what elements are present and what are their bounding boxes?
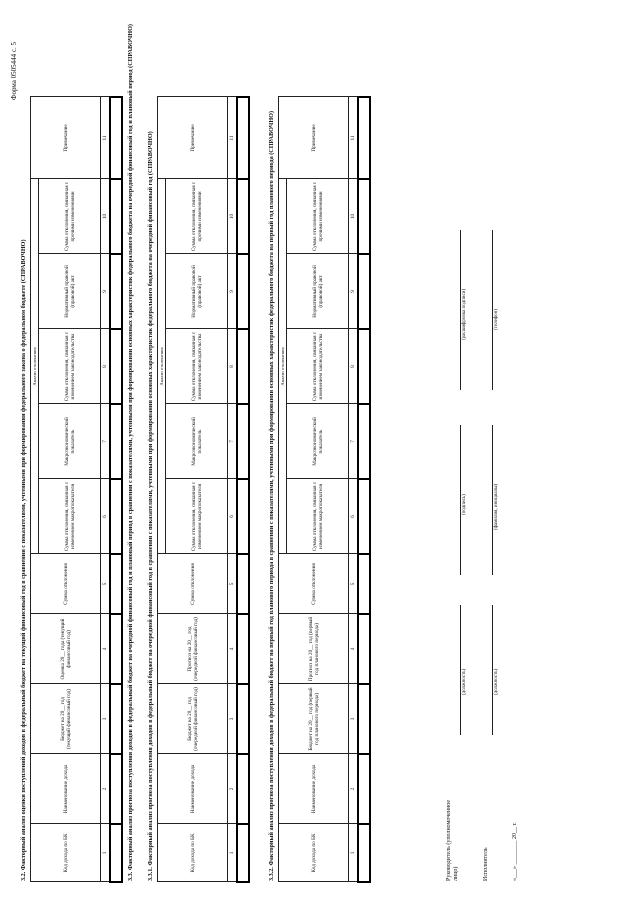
header-other-dev: Сумма отклонения, связанная с прочими изменениями	[287, 179, 349, 254]
head-label: Руководитель (уполномоченное лицо)	[446, 799, 459, 881]
table-3-2	[30, 96, 123, 883]
executor-phone-caption: (телефон)	[494, 309, 499, 330]
head-signature-caption: (подпись)	[462, 494, 467, 515]
header-budget: Бюджет на 20__ год (первый год планового периода)	[279, 684, 349, 754]
section-3-2-title: 3.2. Факторный анализ оценки поступлений доходов в федеральный бюджет на текущий финансовый год в сравнении с показателями, учтенными при формировании федерального закона о федеральном бюджете (СПРАВОЧНО)	[20, 239, 27, 881]
section-3-3-title: 3.3. Факторный анализ прогноза поступления доходов в федеральный бюджет на очередной финансовый год и плановый период в сравнении с показателями, учтенными при формировании основных характеристик федерального бюджета на очередной финансовый год и плановый период (СПРАВОЧНО)	[127, 24, 134, 881]
header-law-dev: Сумма отклонения, связанная с изменением законодательства	[166, 329, 228, 404]
header-analysis: Анализ отклонения	[279, 179, 287, 554]
column-numbers-row: 1 2 3 4 5 6 7 8 9 10 11	[349, 97, 358, 882]
header-macro-dev: Сумма отклонения, связанная с изменением макропоказателя	[287, 479, 349, 554]
header-code: Код дохода по БК	[31, 824, 101, 882]
executor-fio-caption: (фамилия, инициалы)	[494, 483, 499, 530]
header-note: Примечание	[31, 97, 101, 179]
header-law-dev: Сумма отклонения, связанная с изменением законодательства	[39, 329, 101, 404]
executor-label: Исполнитель	[483, 847, 489, 881]
head-position-caption: (должность)	[462, 668, 467, 695]
head-position-line[interactable]	[460, 605, 461, 735]
header-forecast: Прогноз на 20__ год (очередной финансовый год)	[158, 614, 228, 684]
header-macro: Макроэкономический показатель	[166, 404, 228, 479]
header-other-dev: Сумма отклонения, связанная с прочими изменениями	[166, 179, 228, 254]
header-note: Примечание	[158, 97, 228, 179]
header-analysis: Анализ отклонения	[158, 179, 166, 554]
executor-fio-line[interactable]	[492, 425, 493, 575]
header-macro-dev: Сумма отклонения, связанная с изменением макропоказателя	[39, 479, 101, 554]
header-norm: Нормативный правовой (правовой) акт	[287, 254, 349, 329]
executor-phone-line[interactable]	[492, 230, 493, 390]
header-estimate: Оценка 20__ года (текущий финансовый год)	[31, 614, 101, 684]
header-norm: Нормативный правовой (правовой) акт	[166, 254, 228, 329]
header-norm: Нормативный правовой (правовой) акт	[39, 254, 101, 329]
header-deviation: Сумма отклонения	[279, 554, 349, 614]
header-analysis: Анализ отклонения	[31, 179, 39, 554]
section-3-3-1-title: 3.3.1. Факторный анализ прогноза поступления доходов в федеральный бюджет на очередной финансовый год в сравнении с показателями, учтенными при формировании основных характеристик федерального бюджета на очередной финансовый год (СПРАВОЧНО)	[147, 131, 154, 881]
section-3-3-2-title: 3.3.2. Факторный анализ прогноза поступления доходов в федеральный бюджет на первый год планового периода в сравнении с показателями, учтенными при формировании основных характеристик федерального бюджета на первый год планового периода (СПРАВОЧНО)	[268, 110, 275, 881]
executor-position-caption: (должность)	[494, 668, 499, 695]
executor-position-line[interactable]	[492, 605, 493, 735]
date-field[interactable]: «___» ________ 20__ г.	[512, 822, 518, 881]
header-other-dev: Сумма отклонения, связанная с прочими изменениями	[39, 179, 101, 254]
header-deviation: Сумма отклонения	[31, 554, 101, 614]
head-signature-line[interactable]	[460, 425, 461, 575]
header-macro: Макроэкономический показатель	[287, 404, 349, 479]
header-code: Код дохода по БК	[279, 824, 349, 882]
head-decoding-line[interactable]	[460, 230, 461, 390]
form-number: Форма 0505444 с. 5	[10, 41, 18, 100]
table-3-3-1	[157, 96, 250, 883]
header-deviation: Сумма отклонения	[158, 554, 228, 614]
data-row	[237, 97, 249, 882]
header-code: Код дохода по БК	[158, 824, 228, 882]
header-budget: Бюджет на 20__ год (очередной финансовый год)	[158, 684, 228, 754]
column-numbers-row: 1 2 3 4 5 6 7 8 9 10 11	[228, 97, 237, 882]
header-law-dev: Сумма отклонения, связанная с изменением законодательства	[287, 329, 349, 404]
header-name: Наименование дохода	[158, 754, 228, 824]
header-macro-dev: Сумма отклонения, связанная с изменением макропоказателя	[166, 479, 228, 554]
head-decoding-caption: (расшифровка подписи)	[462, 288, 467, 340]
data-row	[358, 97, 370, 882]
header-name: Наименование дохода	[279, 754, 349, 824]
data-row	[110, 97, 122, 882]
header-note: Примечание	[279, 97, 349, 179]
header-macro: Макроэкономический показатель	[39, 404, 101, 479]
header-forecast: Прогноз на 20__ год (первый год планового периода)	[279, 614, 349, 684]
column-numbers-row: 1 2 3 4 5 6 7 8 9 10 11	[101, 97, 110, 882]
table-3-3-2	[278, 96, 371, 883]
header-name: Наименование дохода	[31, 754, 101, 824]
header-budget: Бюджет на 20__ год (текущий финансовый год)	[31, 684, 101, 754]
